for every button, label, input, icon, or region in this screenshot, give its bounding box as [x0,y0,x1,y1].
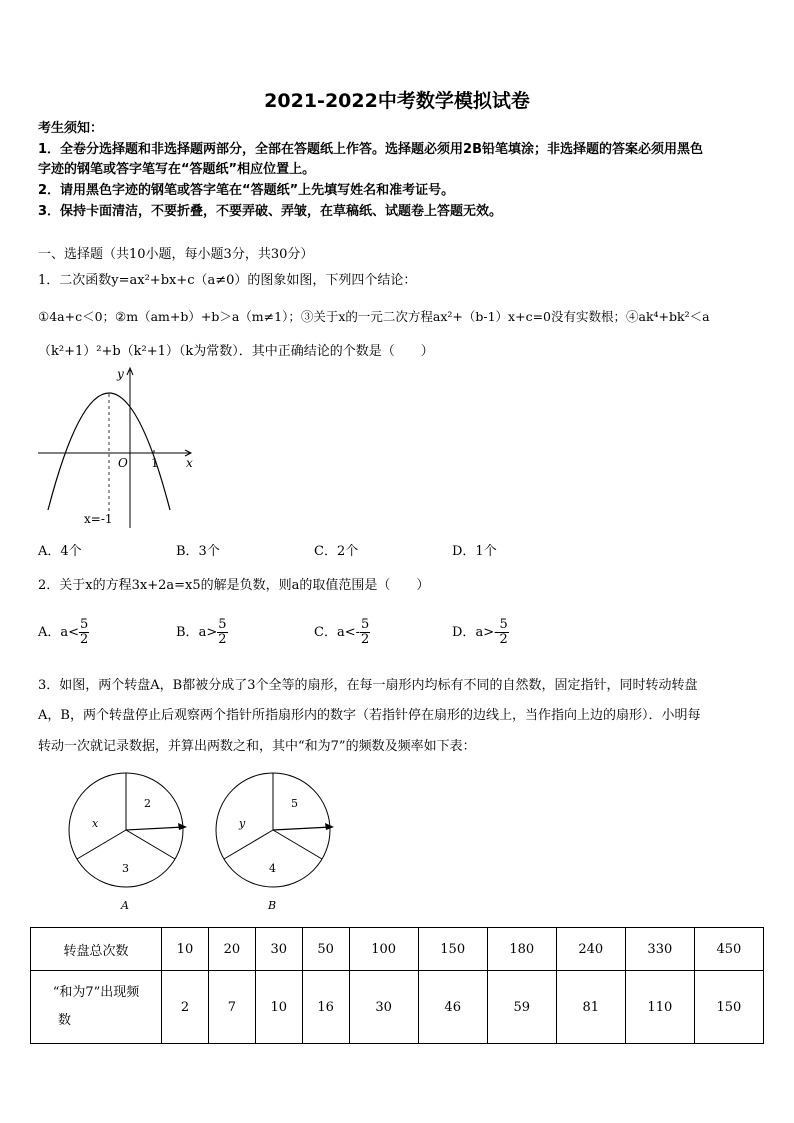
x-axis-label: x [186,456,193,470]
table-cell: 30 [349,971,418,1044]
frequency-table [30,927,764,1044]
q1-option-c[interactable]: C．2个 [314,544,359,559]
fraction-denominator: 2 [80,632,89,647]
spinner-a-sector-3: 3 [122,862,129,875]
fraction-numerator: 5 [218,617,227,632]
table-header-total-spins: 转盘总次数 [31,928,162,971]
spinner-a-divider [126,830,175,859]
spinner-b-sector-y: y [239,817,246,830]
q1-line-2: ①4a+c＜0；②m（am+b）+b＞a（m≠1）；③关于x的一元二次方程ax²+（b-1）x+c=0没有实数根；④ak⁴+bk²＜a [38,309,710,324]
q2-option-b[interactable] [176,618,228,647]
table-header-line-2: 数 [58,1013,72,1028]
q2-option-b-letter: B． [176,625,199,640]
axis-of-symmetry-label: x=-1 [84,512,113,526]
q3-line-2: A，B，两个转盘停止后观察两个指针所指扇形内的数字（若指针停在扇形的边线上，当作指向上边的扇形）．小明每 [38,708,701,723]
q1-option-a[interactable]: A．4个 [38,544,82,559]
table-cell: 110 [625,971,694,1044]
q2-stem: 2．关于x的方程3x+2a=x5的解是负数，则a的取值范围是（ ） [38,578,430,593]
fraction-denominator: 2 [361,632,370,647]
spinner-b-label: B [268,899,277,912]
notice-heading: 考生须知： [38,121,104,136]
table-header-sum7-frequency [31,971,162,1044]
fraction-numerator: 5 [361,617,370,632]
page-title: 2021-2022中考数学模拟试卷 [264,90,530,112]
table-cell: 150 [418,928,487,971]
notice-item-1-line-1: 1．全卷分选择题和非选择题两部分，全部在答题纸上作答。选择题必须用2B铅笔填涂；非选择题的答案必须用黑色 [38,142,704,157]
table-cell: 16 [302,971,349,1044]
table-cell: 20 [208,928,255,971]
spinner-a-label: A [121,899,129,912]
notice-item-3: 3．保持卡面清洁，不要折叠，不要弄破、弄皱，在草稿纸、试题卷上答题无效。 [38,204,503,219]
origin-label: O [118,456,128,470]
q1-option-d[interactable]: D．1个 [452,544,497,559]
table-row [31,971,764,1044]
y-axis-label: y [117,367,124,381]
fraction-denominator: 2 [499,632,508,647]
fraction-numerator: 5 [80,617,89,632]
table-cell: 50 [302,928,349,971]
table-cell: 81 [556,971,625,1044]
q3-line-1: 3．如图，两个转盘A，B都被分成了3个全等的扇形，在每一扇形内均标有不同的自然数，固定指针，同时转动转盘 [38,678,698,693]
table-cell: 7 [208,971,255,1044]
spinner-b [207,772,347,917]
notice-item-1-line-2: 字迹的钢笔或答字笔写在“答题纸”相应位置上。 [38,162,316,177]
q2-option-d-letter: D． [452,625,476,640]
q3-line-3: 转动一次就记录数据，并算出两数之和，其中“和为7”的频数及频率如下表： [38,739,476,754]
spinner-b-sector-4: 4 [269,862,276,875]
q2-option-d-relation: a>- [475,625,499,640]
table-cell: 30 [255,928,302,971]
q2-option-b-fraction [217,618,227,647]
q1-line-3: （k²+1）²+b（k²+1）（k为常数）．其中正确结论的个数是（ ） [38,344,434,359]
table-cell: 180 [487,928,556,971]
tick-label-1: 1 [151,456,159,470]
section-header: 一、选择题（共10小题，每小题3分，共30分） [38,247,314,262]
q1-stem: 1．二次函数y=ax²+bx+c（a≠0）的图象如图，下列四个结论： [38,273,417,288]
q2-option-a[interactable] [38,618,89,647]
notice-item-2: 2．请用黑色字迹的钢笔或答字笔在“答题纸”上先填写姓名和准考证号。 [38,183,455,198]
table-cell: 59 [487,971,556,1044]
spinner-a [60,772,200,917]
q2-option-a-fraction [79,618,89,647]
table-cell: 150 [694,971,763,1044]
table-cell: 46 [418,971,487,1044]
spinner-b-divider [224,830,273,859]
spinner-a-divider [77,830,126,859]
q2-option-d-fraction [498,618,508,647]
table-cell: 10 [162,928,209,971]
table-cell: 100 [349,928,418,971]
q2-option-c-letter: C． [314,625,337,640]
spinner-b-divider [273,830,322,859]
table-cell: 450 [694,928,763,971]
table-header-line-1: “和为7”出现频 [52,985,140,1000]
table-cell: 330 [625,928,694,971]
table-cell: 2 [162,971,209,1044]
q2-option-d[interactable] [452,618,509,647]
spinner-b-sector-5: 5 [291,797,298,810]
q1-parabola-graph [34,362,204,532]
table-cell: 240 [556,928,625,971]
table-row [31,928,764,971]
fraction-denominator: 2 [218,632,227,647]
q2-option-c-relation: a<- [336,625,360,640]
q1-option-b[interactable]: B．3个 [176,544,220,559]
spinner-b-pointer [273,827,331,830]
table-cell: 10 [255,971,302,1044]
q2-option-c-fraction [360,618,370,647]
spinner-a-sector-x: x [92,817,99,830]
q2-option-b-relation: a> [198,625,218,640]
q2-option-a-letter: A． [38,625,61,640]
q2-option-a-relation: a< [60,625,80,640]
fraction-numerator: 5 [499,617,508,632]
spinner-a-sector-2: 2 [144,797,151,810]
q2-option-c[interactable] [314,618,370,647]
spinner-a-pointer [126,827,184,830]
